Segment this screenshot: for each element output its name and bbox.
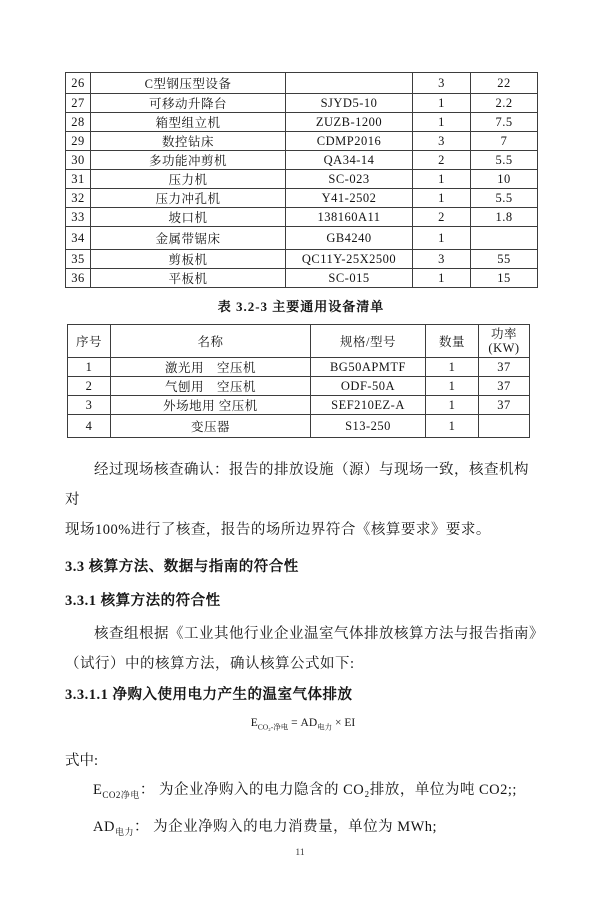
cell-model: SEF210EZ-A (311, 396, 426, 415)
heading-3-3-1: 3.3.1 核算方法的符合性 (65, 593, 221, 609)
cell-no: 30 (66, 151, 91, 170)
cell-model: CDMP2016 (286, 132, 413, 151)
cell-no: 33 (66, 208, 91, 227)
cell-name: 箱型组立机 (91, 113, 286, 132)
paragraph-line: 现场100%进行了核查，报告的场所边界符合《核算要求》要求。 (65, 522, 491, 538)
definition-symbol: AD (93, 818, 115, 835)
cell-model: ZUZB-1200 (286, 113, 413, 132)
cell-name: 金属带锯床 (91, 227, 286, 250)
header-power (479, 325, 530, 358)
cell-name: 平板机 (91, 269, 286, 288)
cell-model: GB4240 (286, 227, 413, 250)
cell-model: BG50APMTF (311, 358, 426, 377)
cell-model: SC-015 (286, 269, 413, 288)
cell-model (286, 73, 413, 94)
table-row (66, 269, 538, 288)
cell-no: 36 (66, 269, 91, 288)
table-row (66, 208, 538, 227)
cell-no: 34 (66, 227, 91, 250)
cell-name: 坡口机 (91, 208, 286, 227)
paragraph-method (65, 619, 544, 679)
cell-model: QA34-14 (286, 151, 413, 170)
table-row (66, 94, 538, 113)
formula-rhs-subscript: 电力 (317, 722, 333, 732)
cell-power: 15 (471, 269, 538, 288)
table-row (66, 151, 538, 170)
paragraph-line: 核查组根据《工业其他行业企业温室气体排放核算方法与报告指南》 (94, 626, 544, 642)
cell-no: 26 (66, 73, 91, 94)
cell-model: S13-250 (311, 415, 426, 438)
formula-times-sign: × (332, 717, 345, 729)
cell-no: 32 (66, 189, 91, 208)
header-no: 序号 (68, 325, 111, 358)
table-row (66, 132, 538, 151)
table-row (66, 227, 538, 250)
cell-model: SC-023 (286, 170, 413, 189)
cell-power: 55 (471, 250, 538, 269)
cell-name: 可移动升降台 (91, 94, 286, 113)
general-equipment-table (67, 324, 530, 438)
table-row (66, 250, 538, 269)
cell-power: 22 (471, 73, 538, 94)
cell-power: 37 (479, 358, 530, 377)
table-row (68, 396, 530, 415)
cell-power: 5.5 (471, 189, 538, 208)
definition-text: ： 为企业净购入的电力隐含的 CO₂排放，单位为吨 CO2;; (139, 782, 517, 798)
cell-model: Y41-2502 (286, 189, 413, 208)
cell-power: 37 (479, 396, 530, 415)
page-number: 11 (295, 847, 305, 858)
cell-qty: 1 (413, 94, 471, 113)
cell-model: ODF-50A (311, 377, 426, 396)
cell-power: 10 (471, 170, 538, 189)
general-equipment-table-body (68, 358, 530, 438)
header-model: 规格/型号 (311, 325, 426, 358)
cell-qty: 1 (413, 113, 471, 132)
table-row (68, 358, 530, 377)
table-row (66, 170, 538, 189)
cell-power: 7 (471, 132, 538, 151)
header-qty: 数量 (426, 325, 479, 358)
cell-qty: 1 (426, 415, 479, 438)
formula-lhs-base: E (250, 717, 258, 729)
definition-subscript: CO2净电 (102, 789, 140, 800)
cell-qty: 1 (426, 358, 479, 377)
continued-equipment-table (65, 72, 538, 288)
cell-qty: 1 (413, 189, 471, 208)
cell-qty: 3 (413, 250, 471, 269)
cell-no: 29 (66, 132, 91, 151)
header-power-label: 功率 (490, 327, 517, 341)
table-row (66, 73, 538, 94)
cell-name: 气刨用 空压机 (111, 377, 311, 396)
where-label: 式中: (65, 753, 99, 769)
cell-power: 5.5 (471, 151, 538, 170)
cell-qty: 3 (413, 73, 471, 94)
definition-ad-power (93, 817, 600, 842)
cell-no: 28 (66, 113, 91, 132)
cell-name: 数控钻床 (91, 132, 286, 151)
cell-no: 1 (68, 358, 111, 377)
definition-e-co2 (93, 780, 600, 805)
formula-equals-sign: = (288, 717, 301, 729)
cell-name: 激光用 空压机 (111, 358, 311, 377)
cell-model: QC11Y-25X2500 (286, 250, 413, 269)
definition-text: ： 为企业净购入的电力消费量，单位为 MWh; (133, 818, 438, 835)
header-name: 名称 (111, 325, 311, 358)
cell-no: 4 (68, 415, 111, 438)
cell-name: 变压器 (111, 415, 311, 438)
cell-name: 压力机 (91, 170, 286, 189)
cell-name: 多功能冲剪机 (91, 151, 286, 170)
cell-qty: 1 (413, 170, 471, 189)
table-row (68, 377, 530, 396)
general-equipment-table-header (68, 325, 530, 358)
definition-symbol: E (93, 782, 103, 798)
table-row (66, 189, 538, 208)
continued-equipment-table-body (66, 73, 538, 288)
cell-name: C型钢压型设备 (91, 73, 286, 94)
table-header-row (68, 325, 530, 358)
header-power-unit: (KW) (488, 341, 520, 355)
cell-qty: 1 (426, 377, 479, 396)
formula-factor: EI (344, 717, 356, 729)
table-row (68, 415, 530, 438)
cell-power: 7.5 (471, 113, 538, 132)
cell-qty: 2 (413, 151, 471, 170)
table-caption: 表 3.2-3 主要通用设备清单 (217, 299, 385, 314)
cell-power: 37 (479, 377, 530, 396)
cell-no: 3 (68, 396, 111, 415)
paragraph-line: 经过现场核查确认：报告的排放设施（源）与现场一致，核查机构对 (65, 462, 529, 508)
cell-name: 压力冲孔机 (91, 189, 286, 208)
formula-lhs-subscript: CO₂-净电 (257, 722, 289, 732)
cell-power: 2.2 (471, 94, 538, 113)
definition-subscript: 电力 (114, 826, 134, 837)
cell-power: 1.8 (471, 208, 538, 227)
cell-no: 31 (66, 170, 91, 189)
cell-qty: 1 (413, 269, 471, 288)
cell-no: 27 (66, 94, 91, 113)
heading-3-3-1-1: 3.3.1.1 净购入使用电力产生的温室气体排放 (65, 687, 353, 703)
cell-qty: 1 (426, 396, 479, 415)
cell-power (471, 227, 538, 250)
cell-model: SJYD5-10 (286, 94, 413, 113)
paragraph-site-check (65, 455, 541, 545)
cell-qty: 3 (413, 132, 471, 151)
document-page (0, 72, 600, 920)
cell-qty: 1 (413, 227, 471, 250)
table-row (66, 113, 538, 132)
formula-rhs-base: AD (300, 717, 318, 729)
cell-no: 35 (66, 250, 91, 269)
cell-name: 剪板机 (91, 250, 286, 269)
cell-name: 外场地用 空压机 (111, 396, 311, 415)
paragraph-line: （试行）中的核算方法，确认核算公式如下: (65, 656, 355, 672)
emission-formula (65, 717, 541, 735)
heading-3-3: 3.3 核算方法、数据与指南的符合性 (65, 559, 299, 575)
cell-power (479, 415, 530, 438)
cell-no: 2 (68, 377, 111, 396)
cell-qty: 2 (413, 208, 471, 227)
cell-model: 138160A11 (286, 208, 413, 227)
